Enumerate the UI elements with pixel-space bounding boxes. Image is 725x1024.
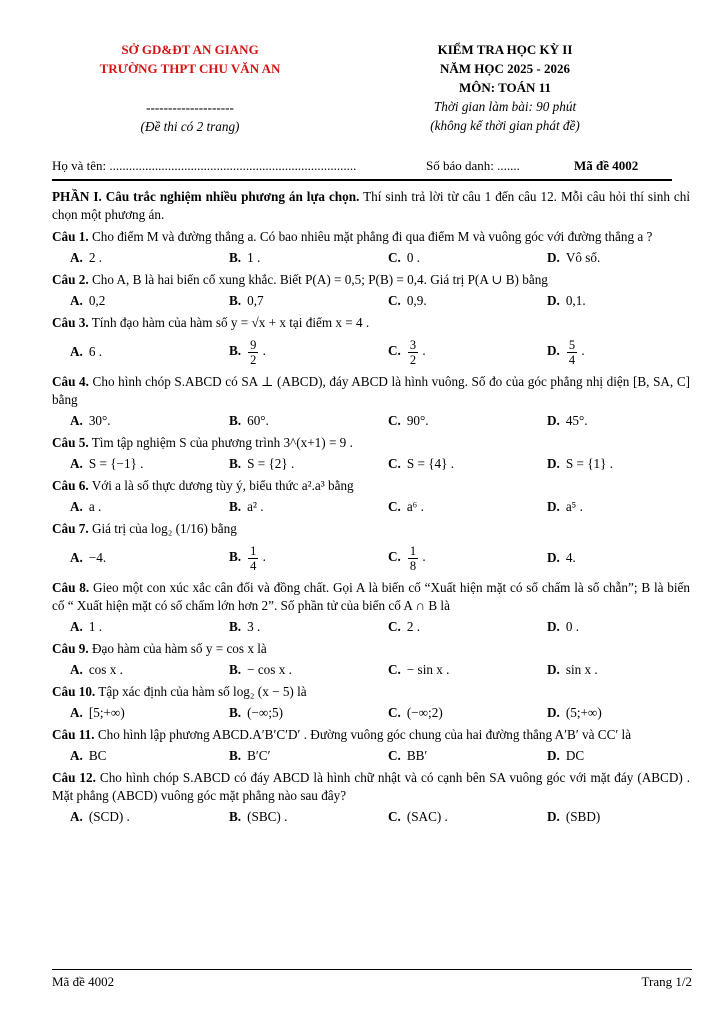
option-letter: A. xyxy=(70,619,83,634)
option-d[interactable] xyxy=(529,618,688,636)
student-id-row xyxy=(52,158,672,178)
option-b[interactable] xyxy=(211,618,370,636)
option-letter: C. xyxy=(388,456,401,471)
option-value: (SBC) . xyxy=(247,809,288,824)
option-letter: B. xyxy=(229,662,242,677)
question-text: Giá trị của log₂ (1/16) bằng xyxy=(88,521,237,536)
options-row xyxy=(52,412,690,430)
option-value: 60°. xyxy=(247,413,269,428)
option-value: (5;+∞) xyxy=(565,705,602,720)
option-letter: D. xyxy=(547,662,560,677)
option-value: S = {4} . xyxy=(406,456,455,471)
footer-exam-code: Mã đề 4002 xyxy=(52,974,115,989)
option-d[interactable] xyxy=(529,747,688,765)
option-a[interactable] xyxy=(52,618,211,636)
exam-code: Mã đề 4002 xyxy=(574,158,639,173)
option-c[interactable] xyxy=(370,455,529,473)
question-label: Câu 7. xyxy=(52,521,89,536)
pages-note: (Đề thi có 2 trang) xyxy=(140,119,240,134)
option-letter: B. xyxy=(229,499,242,514)
option-value: S = {1} . xyxy=(565,456,614,471)
header-left xyxy=(50,40,330,136)
question-list xyxy=(52,228,690,826)
options-row xyxy=(52,747,690,765)
option-value: 4. xyxy=(565,550,576,565)
option-value: $\frac{1}{8}$ . xyxy=(409,543,426,573)
footer-page-number: Trang 1/2 xyxy=(641,974,692,989)
question-label: Câu 6. xyxy=(52,478,89,493)
exam-time-note: (không kể thời gian phát đề) xyxy=(430,118,580,133)
option-letter: C. xyxy=(388,619,401,634)
question-3 xyxy=(52,314,690,332)
option-letter: D. xyxy=(547,413,560,428)
option-c[interactable] xyxy=(370,292,529,310)
question-8 xyxy=(52,579,690,615)
options-row xyxy=(52,618,690,636)
option-letter: D. xyxy=(547,705,560,720)
option-letter: B. xyxy=(229,343,242,359)
option-value: S = {2} . xyxy=(247,456,295,471)
option-letter: A. xyxy=(70,809,83,824)
option-letter: D. xyxy=(547,619,560,634)
question-5 xyxy=(52,434,690,452)
subject: MÔN: TOÁN 11 xyxy=(459,80,551,95)
option-letter: D. xyxy=(547,748,560,763)
option-a[interactable] xyxy=(52,249,211,267)
option-letter: C. xyxy=(388,413,401,428)
option-value: sin x . xyxy=(565,662,598,677)
option-value: 6 . xyxy=(88,344,103,359)
option-letter: B. xyxy=(229,250,242,265)
option-d[interactable] xyxy=(529,704,688,722)
option-letter: C. xyxy=(388,499,401,514)
question-text: Cho hình chóp S.ABCD có đáy ABCD là hình chữ nhật và có cạnh bên SA vuông góc với mặt đáy (ABCD) . Mặt phẳng (ABCD) vuông góc mặt phẳng nào sau đây? xyxy=(52,770,691,803)
option-value: (−∞;5) xyxy=(247,705,283,720)
option-value: 0,1. xyxy=(565,293,586,308)
option-value: $\frac{5}{4}$ . xyxy=(568,337,585,367)
option-c[interactable] xyxy=(370,498,529,516)
header-right xyxy=(360,40,650,135)
option-letter: A. xyxy=(70,344,83,359)
option-value: 0,2 xyxy=(88,293,106,308)
option-value: $\frac{9}{2}$ . xyxy=(250,337,266,367)
option-letter: C. xyxy=(388,549,401,565)
option-a[interactable] xyxy=(52,455,211,473)
option-letter: D. xyxy=(547,499,560,514)
option-value: − cos x . xyxy=(247,662,292,677)
option-c[interactable] xyxy=(370,412,529,430)
question-6 xyxy=(52,477,690,495)
option-b[interactable] xyxy=(211,338,370,367)
question-label: Câu 9. xyxy=(52,641,89,656)
part-instruction: Thí sinh trả lời từ câu 1 đến câu 12. Mỗi câu hỏi thí sinh chỉ chọn một phương án. xyxy=(52,189,691,222)
option-c[interactable] xyxy=(370,618,529,636)
option-letter: C. xyxy=(388,705,401,720)
question-label: Câu 10. xyxy=(52,684,96,699)
option-value: 30°. xyxy=(88,413,111,428)
options-row xyxy=(52,455,690,473)
option-d[interactable] xyxy=(529,249,688,267)
option-b[interactable] xyxy=(211,747,370,765)
option-letter: A. xyxy=(70,413,83,428)
option-letter: A. xyxy=(70,456,83,471)
option-value: 2 . xyxy=(88,250,103,265)
option-letter: B. xyxy=(229,809,242,824)
divider-dashes: -------------------- xyxy=(146,100,234,115)
school-year: NĂM HỌC 2025 - 2026 xyxy=(440,61,570,76)
question-text: Cho điểm M và đường thẳng a. Có bao nhiêu mặt phẳng đi qua điểm M và vuông góc với đường thẳng a ? xyxy=(88,229,653,244)
option-letter: B. xyxy=(229,413,242,428)
question-label: Câu 5. xyxy=(52,435,89,450)
options-row xyxy=(52,249,690,267)
part-title: PHẦN I. Câu trắc nghiệm nhiều phương án lựa chọn. xyxy=(52,189,360,204)
option-letter: C. xyxy=(388,343,401,359)
question-text: Với a là số thực dương tùy ý, biểu thức a².a³ bằng xyxy=(88,478,354,493)
option-a[interactable] xyxy=(52,661,211,679)
option-letter: D. xyxy=(547,343,560,359)
question-label: Câu 4. xyxy=(52,374,89,389)
option-a[interactable] xyxy=(52,549,211,567)
option-letter: B. xyxy=(229,456,242,471)
option-value: 90°. xyxy=(406,413,429,428)
option-letter: B. xyxy=(229,619,242,634)
option-value: 1 . xyxy=(247,250,261,265)
option-a[interactable] xyxy=(52,292,211,310)
question-label: Câu 1. xyxy=(52,229,89,244)
department-name: SỞ GD&ĐT AN GIANG xyxy=(121,42,259,57)
option-letter: C. xyxy=(388,250,401,265)
option-value: − sin x . xyxy=(406,662,450,677)
option-letter: A. xyxy=(70,499,83,514)
option-d[interactable] xyxy=(529,808,688,826)
option-letter: B. xyxy=(229,293,242,308)
option-value: 1 . xyxy=(88,619,103,634)
option-a[interactable] xyxy=(52,747,211,765)
option-b[interactable] xyxy=(211,544,370,573)
option-d[interactable] xyxy=(529,455,688,473)
option-value: 3 . xyxy=(247,619,261,634)
option-a[interactable] xyxy=(52,343,211,361)
option-b[interactable] xyxy=(211,704,370,722)
question-label: Câu 2. xyxy=(52,272,89,287)
option-letter: A. xyxy=(70,748,83,763)
option-value: (SAC) . xyxy=(406,809,448,824)
option-letter: D. xyxy=(547,550,560,565)
question-4 xyxy=(52,373,690,409)
option-value: [5;+∞) xyxy=(88,705,125,720)
option-value: DC xyxy=(565,748,585,763)
option-letter: C. xyxy=(388,662,401,677)
school-name: TRƯỜNG THPT CHU VĂN AN xyxy=(99,61,281,76)
option-b[interactable] xyxy=(211,292,370,310)
option-letter: A. xyxy=(70,293,83,308)
header-rule xyxy=(52,179,672,181)
part-heading xyxy=(52,188,690,224)
option-letter: A. xyxy=(70,550,83,565)
question-text: Tính đạo hàm của hàm số y = √x + x tại điểm x = 4 . xyxy=(88,315,370,330)
question-11 xyxy=(52,726,690,744)
question-label: Câu 11. xyxy=(52,727,95,742)
option-letter: A. xyxy=(70,662,83,677)
option-b[interactable] xyxy=(211,808,370,826)
exam-content xyxy=(52,188,690,826)
question-1 xyxy=(52,228,690,246)
option-value: BB′ xyxy=(406,748,428,763)
question-text: Cho hình lập phương ABCD.A′B′C′D′ . Đường vuông góc chung của hai đường thẳng A′B′ và CC′ là xyxy=(94,727,632,742)
options-row xyxy=(52,704,690,722)
option-value: (SBD) xyxy=(565,809,601,824)
option-value: a² . xyxy=(247,499,264,514)
options-row xyxy=(52,498,690,516)
option-b[interactable] xyxy=(211,412,370,430)
option-value: B′C′ xyxy=(247,748,271,763)
option-value: a⁵ . xyxy=(565,499,583,514)
option-a[interactable] xyxy=(52,808,211,826)
question-text: Tập xác định của hàm số log₂ (x − 5) là xyxy=(95,684,307,699)
option-letter: A. xyxy=(70,705,83,720)
question-text: Gieo một con xúc xắc cân đối và đồng chất. Gọi A là biến cố “Xuất hiện mặt có số chấm là số chẵn”; B là biến cố “ Xuất hiện mặt có số chấm lớn hơn 2”. Số phần tử của biến cố A ∩ B là xyxy=(52,580,691,613)
option-letter: C. xyxy=(388,748,401,763)
option-letter: B. xyxy=(229,748,242,763)
option-value: S = {−1} . xyxy=(88,456,144,471)
footer-rule xyxy=(52,969,692,970)
option-value: cos x . xyxy=(88,662,123,677)
question-text: Đạo hàm của hàm số y = cos x là xyxy=(88,641,267,656)
option-b[interactable] xyxy=(211,455,370,473)
option-value: −4. xyxy=(88,550,107,565)
option-value: BC xyxy=(88,748,107,763)
question-text: Tìm tập nghiệm S của phương trình 3^(x+1) = 9 . xyxy=(88,435,353,450)
option-c[interactable] xyxy=(370,661,529,679)
option-d[interactable] xyxy=(529,292,688,310)
option-letter: D. xyxy=(547,293,560,308)
option-c[interactable] xyxy=(370,704,529,722)
question-7 xyxy=(52,520,690,538)
student-name-field: Họ và tên: ............................................................................ xyxy=(52,158,357,173)
option-letter: A. xyxy=(70,250,83,265)
option-d[interactable] xyxy=(529,338,688,367)
options-row xyxy=(52,292,690,310)
question-text: Cho A, B là hai biến cố xung khắc. Biết P(A) = 0,5; P(B) = 0,4. Giá trị P(A ∪ B) bằng xyxy=(88,272,548,287)
option-c[interactable] xyxy=(370,338,529,367)
option-letter: D. xyxy=(547,250,560,265)
question-10 xyxy=(52,683,690,701)
option-value: 0,9. xyxy=(406,293,427,308)
options-row xyxy=(52,808,690,826)
option-value: 0,7 xyxy=(247,293,264,308)
question-9 xyxy=(52,640,690,658)
option-a[interactable] xyxy=(52,704,211,722)
option-b[interactable] xyxy=(211,661,370,679)
option-d[interactable] xyxy=(529,412,688,430)
option-letter: B. xyxy=(229,705,242,720)
option-c[interactable] xyxy=(370,249,529,267)
option-value: a⁶ . xyxy=(406,499,424,514)
option-d[interactable] xyxy=(529,549,688,567)
option-b[interactable] xyxy=(211,249,370,267)
option-value: (SCD) . xyxy=(88,809,130,824)
option-value: a . xyxy=(88,499,102,514)
option-letter: B. xyxy=(229,549,242,565)
options-row xyxy=(52,541,690,575)
option-value: 2 . xyxy=(406,619,421,634)
option-letter: C. xyxy=(388,809,401,824)
option-letter: D. xyxy=(547,456,560,471)
option-b[interactable] xyxy=(211,498,370,516)
candidate-number-field: Số báo danh: ....... xyxy=(426,158,520,173)
exam-time: Thời gian làm bài: 90 phút xyxy=(433,99,577,114)
option-a[interactable] xyxy=(52,498,211,516)
option-c[interactable] xyxy=(370,747,529,765)
question-label: Câu 3. xyxy=(52,315,89,330)
option-c[interactable] xyxy=(370,544,529,573)
options-row xyxy=(52,661,690,679)
option-value: (−∞;2) xyxy=(406,705,443,720)
option-value: Vô số. xyxy=(565,250,601,265)
option-value: 0 . xyxy=(565,619,580,634)
options-row xyxy=(52,335,690,369)
question-label: Câu 8. xyxy=(52,580,90,595)
question-12 xyxy=(52,769,690,805)
option-d[interactable] xyxy=(529,498,688,516)
option-d[interactable] xyxy=(529,661,688,679)
option-value: 0 . xyxy=(406,250,421,265)
option-value: $\frac{1}{4}$ . xyxy=(250,543,266,573)
question-label: Câu 12. xyxy=(52,770,96,785)
option-letter: D. xyxy=(547,809,560,824)
option-c[interactable] xyxy=(370,808,529,826)
question-text: Cho hình chóp S.ABCD có SA ⊥ (ABCD), đáy ABCD là hình vuông. Số đo của góc phẳng nhị diện [B, SA, C] bằng xyxy=(52,374,691,407)
option-a[interactable] xyxy=(52,412,211,430)
exam-title: KIỂM TRA HỌC KỲ II xyxy=(437,42,573,57)
question-2 xyxy=(52,271,690,289)
option-value: 45°. xyxy=(565,413,588,428)
option-letter: C. xyxy=(388,293,401,308)
option-value: $\frac{3}{2}$ . xyxy=(409,337,426,367)
